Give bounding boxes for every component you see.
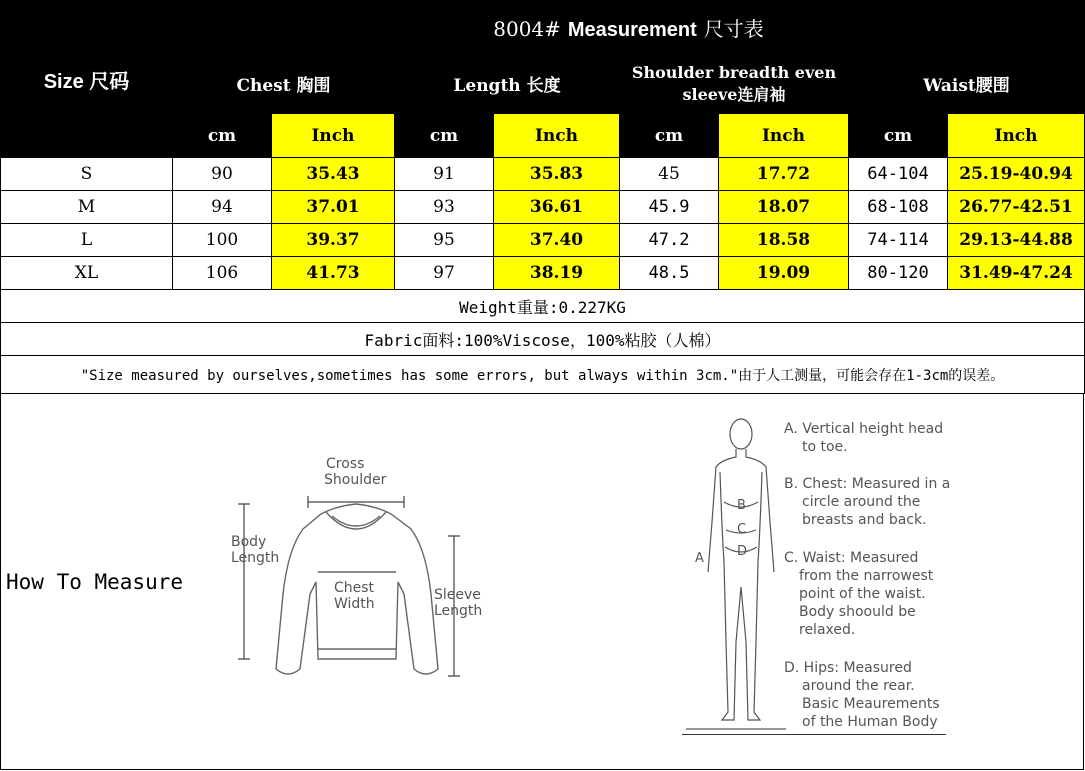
shoulder-header-line2: sleeve连肩袖 — [682, 84, 786, 104]
size-label: XL — [1, 257, 173, 290]
letter-d: D — [737, 544, 748, 559]
unit-cm: cm — [849, 114, 948, 158]
table-cell: 100 — [173, 224, 272, 257]
table-cell: 41.73 — [272, 257, 395, 290]
table-cell: 36.61 — [494, 191, 620, 224]
table-cell: 97 — [395, 257, 494, 290]
table-cell: 93 — [395, 191, 494, 224]
unit-cm: cm — [173, 114, 272, 158]
weight-row: Weight重量:0.227KG — [1, 290, 1085, 323]
sleeve-length-label: Length — [434, 603, 483, 619]
table-cell: 68-108 — [849, 191, 948, 224]
table-cell: 47.2 — [620, 224, 719, 257]
caption-c-line2: from the narrowest — [799, 568, 934, 584]
table-row — [1, 191, 1085, 224]
table-cell: 29.13-44.88 — [948, 224, 1085, 257]
unit-inch: Inch — [719, 114, 849, 158]
table-cell: 38.19 — [494, 257, 620, 290]
unit-inch: Inch — [272, 114, 395, 158]
size-label: S — [1, 158, 173, 191]
letter-a: A — [695, 551, 704, 566]
caption-d-line4: of the Human Body — [802, 714, 938, 730]
cross-label: Cross — [326, 456, 365, 472]
caption-c-line3: point of the waist. — [799, 586, 926, 602]
letter-b: B — [737, 498, 746, 513]
body-label: Body — [231, 534, 267, 550]
table-cell: 45.9 — [620, 191, 719, 224]
table-cell: 17.72 — [719, 158, 849, 191]
chart-title — [173, 1, 1085, 54]
caption-a-line1: A. Vertical height head — [784, 421, 944, 437]
chest-label: Chest — [334, 580, 375, 596]
unit-inch: Inch — [948, 114, 1085, 158]
caption-c-line5: relaxed. — [799, 622, 856, 638]
table-cell: 90 — [173, 158, 272, 191]
table-cell: 48.5 — [620, 257, 719, 290]
caption-b-line1: B. Chest: Measured in a — [784, 476, 951, 492]
table-cell: 37.40 — [494, 224, 620, 257]
table-cell: 37.01 — [272, 191, 395, 224]
how-to-measure-section — [0, 394, 1084, 770]
caption-b-line2: circle around the — [802, 494, 921, 510]
title-main: Measurement — [567, 18, 697, 41]
unit-cm: cm — [620, 114, 719, 158]
size-label: L — [1, 224, 173, 257]
table-cell: 18.07 — [719, 191, 849, 224]
letter-c: C — [737, 522, 747, 537]
head-shape — [730, 419, 752, 449]
table-cell: 25.19-40.94 — [948, 158, 1085, 191]
shoulder-header — [620, 54, 849, 114]
table-cell: 31.49-47.24 — [948, 257, 1085, 290]
unit-inch: Inch — [494, 114, 620, 158]
how-to-measure-label: How To Measure — [6, 570, 184, 594]
size-header: Size 尺码 — [1, 1, 173, 158]
body-diagram — [686, 412, 786, 737]
waist-header: Waist腰围 — [849, 54, 1085, 114]
width-label: Width — [334, 596, 375, 612]
size-label: M — [1, 191, 173, 224]
fabric-row: Fabric面料:100%Viscose，100%粘胶（人棉） — [1, 323, 1085, 356]
body-outline — [708, 449, 774, 720]
title-code: 8004# — [493, 16, 561, 41]
cross-shoulder-arrow — [308, 496, 404, 508]
table-cell: 95 — [395, 224, 494, 257]
shoulder-label: Shoulder — [324, 472, 387, 488]
caption-d-line2: around the rear. — [802, 678, 915, 694]
unit-cm: cm — [395, 114, 494, 158]
length-header: Length 长度 — [395, 54, 620, 114]
table-cell: 91 — [395, 158, 494, 191]
caption-b-line3: breasts and back. — [802, 512, 927, 528]
body-baseline — [682, 734, 946, 735]
caption-d-line3: Basic Meaurements — [802, 696, 940, 712]
shirt-diagram — [226, 454, 496, 694]
caption-d-line1: D. Hips: Measured — [784, 660, 912, 676]
table-cell: 19.09 — [719, 257, 849, 290]
caption-c-line1: C. Waist: Measured — [784, 550, 919, 566]
table-cell: 80-120 — [849, 257, 948, 290]
table-row — [1, 224, 1085, 257]
table-row — [1, 257, 1085, 290]
title-cn: 尺寸表 — [703, 16, 764, 41]
measurement-note: "Size measured by ourselves,sometimes has some errors, but always within 3cm."由于人工测量，可能会存在1-3cm的误差。 — [1, 356, 1085, 394]
table-cell: 74-114 — [849, 224, 948, 257]
caption-a-line2: to toe. — [802, 439, 848, 455]
table-cell: 26.77-42.51 — [948, 191, 1085, 224]
table-cell: 106 — [173, 257, 272, 290]
body-length-arrow — [238, 504, 250, 659]
body-length-label: Length — [231, 550, 280, 566]
table-cell: 35.43 — [272, 158, 395, 191]
table-cell: 35.83 — [494, 158, 620, 191]
sleeve-label: Sleeve — [434, 587, 481, 603]
table-cell: 45 — [620, 158, 719, 191]
caption-c-line4: Body shoould be — [799, 604, 916, 620]
table-cell: 64-104 — [849, 158, 948, 191]
table-cell: 39.37 — [272, 224, 395, 257]
table-cell: 94 — [173, 191, 272, 224]
table-cell: 18.58 — [719, 224, 849, 257]
shoulder-header-line1: Shoulder breadth even — [631, 62, 837, 82]
table-row — [1, 158, 1085, 191]
chest-header: Chest 胸围 — [173, 54, 395, 114]
